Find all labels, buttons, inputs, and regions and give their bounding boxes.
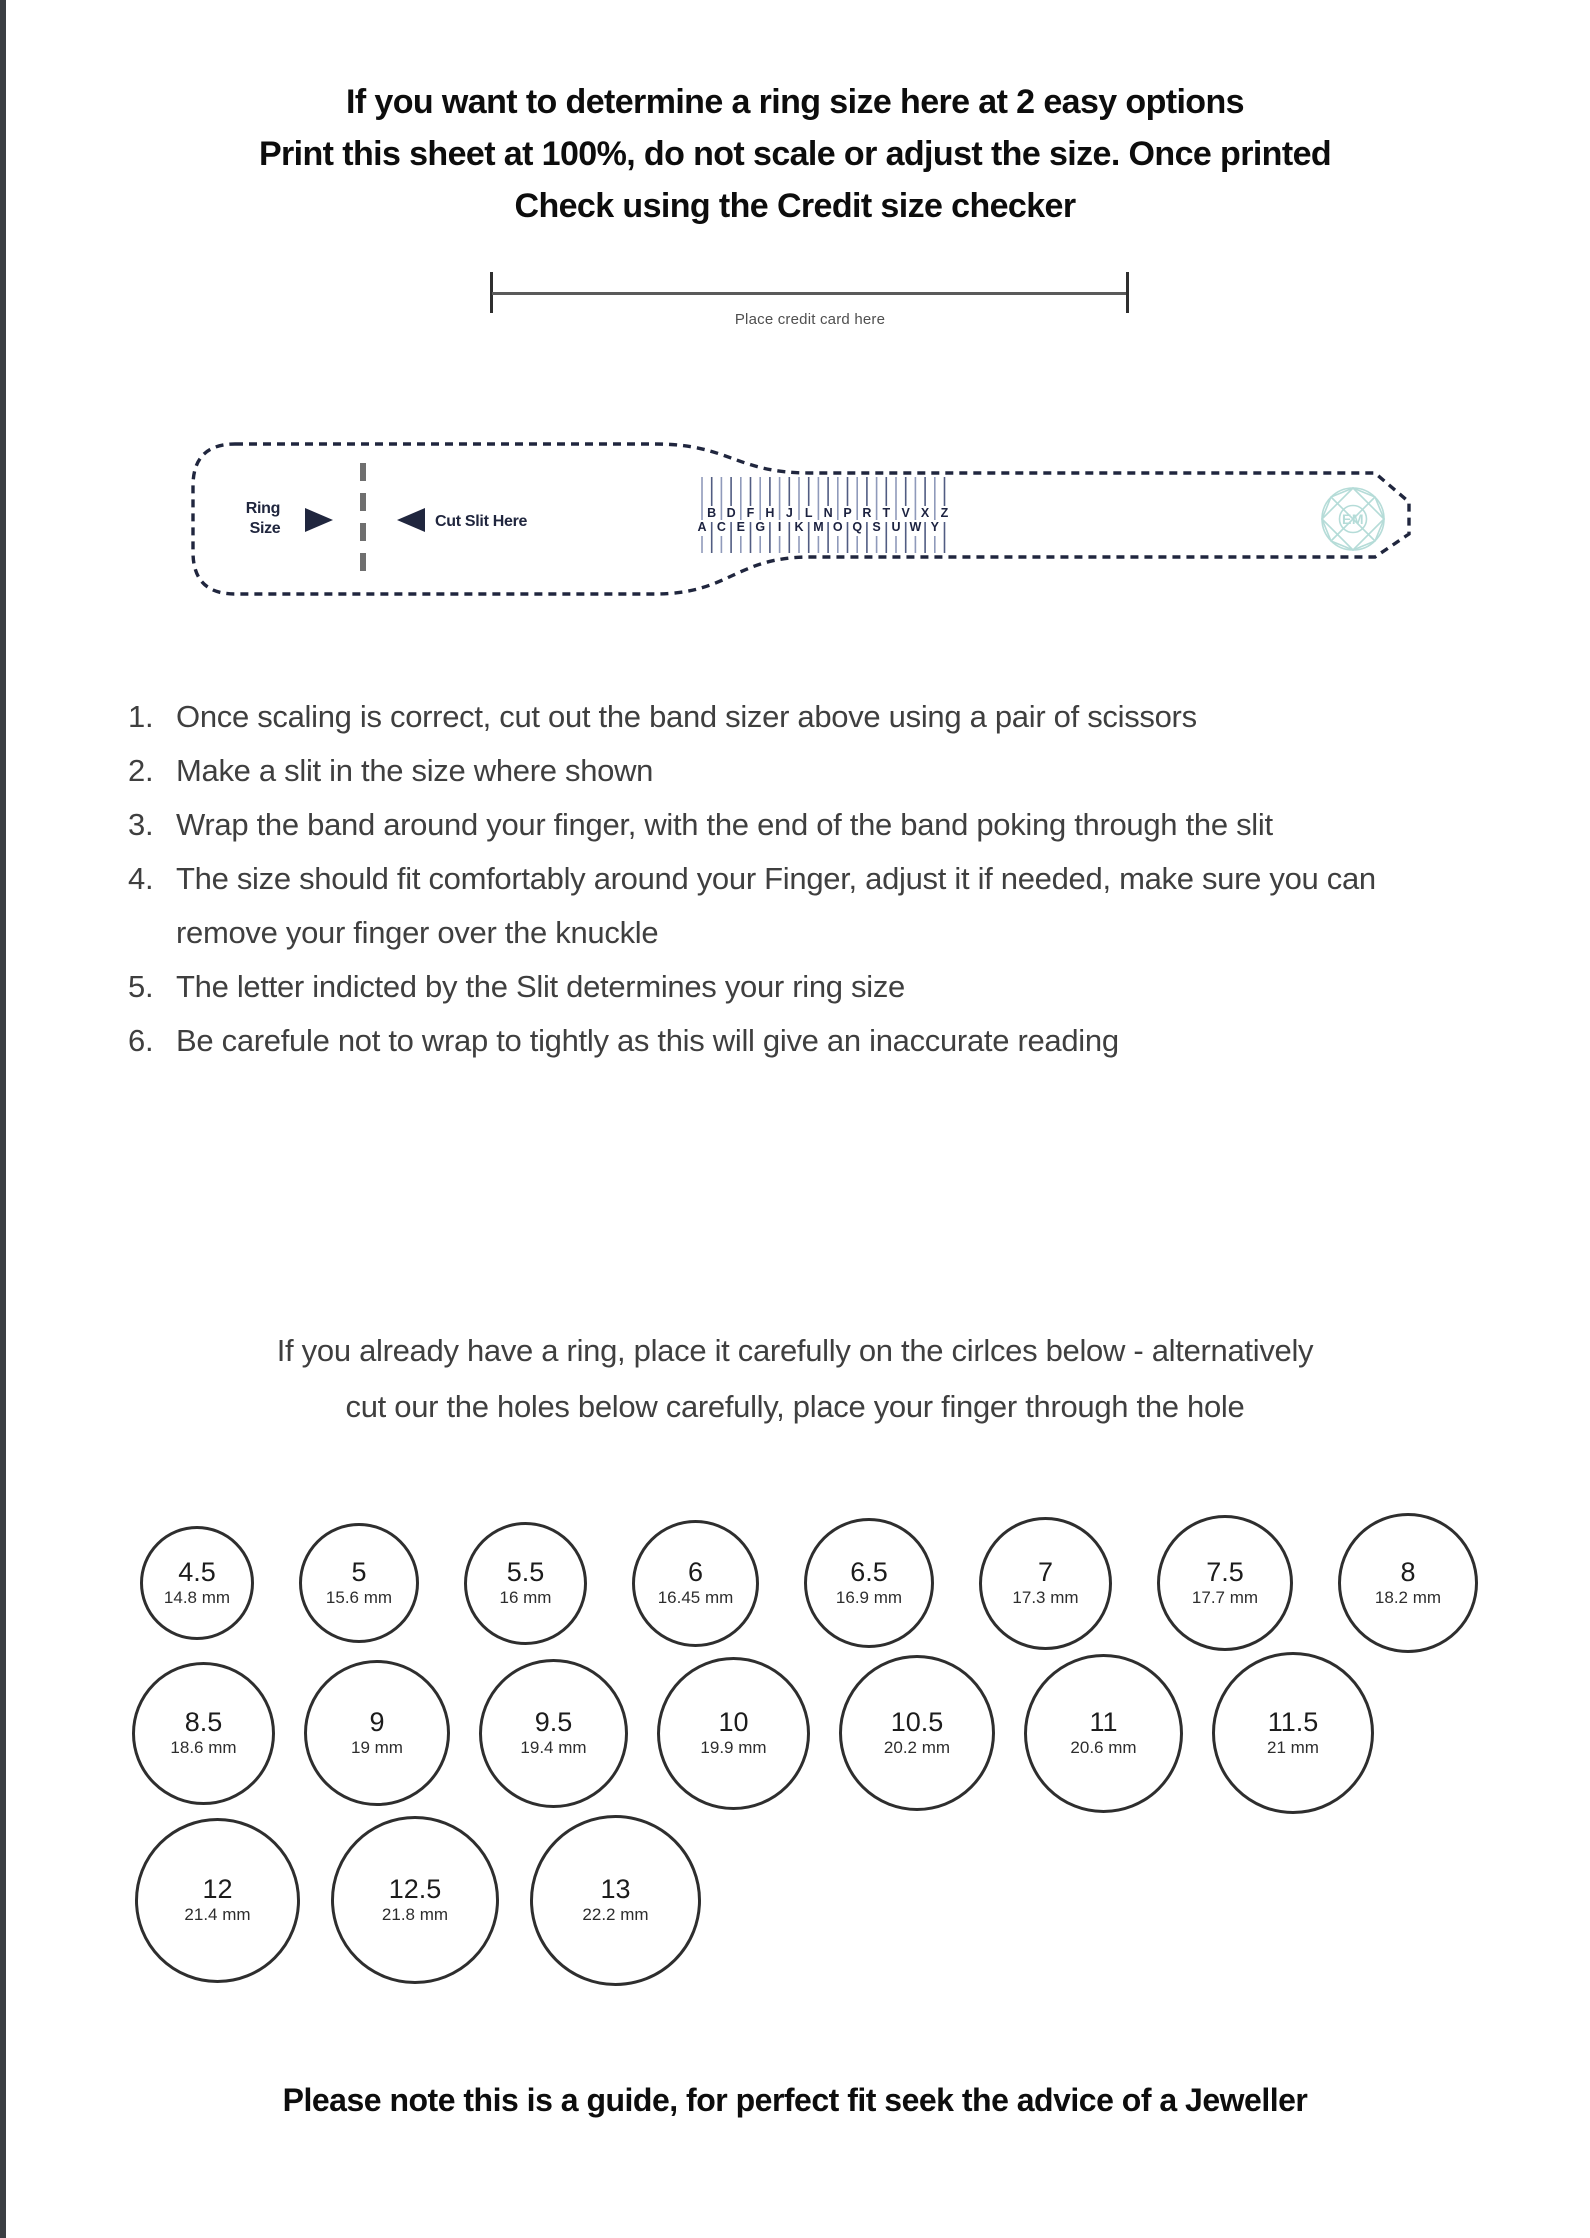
- circle-mm-label: 19.9 mm: [700, 1738, 767, 1757]
- instruction-item: 2. Make a slit in the size where shown: [128, 744, 1446, 798]
- scale-letter: R: [862, 506, 872, 520]
- circle-size-label: 6: [687, 1557, 704, 1587]
- ring-note-line: cut our the holes below carefully, place your finger through the hole: [345, 1389, 1245, 1424]
- circle-size-label: 6.5: [850, 1557, 888, 1587]
- ring-circle-6.5: [804, 1518, 934, 1648]
- scale-letter: H: [765, 506, 775, 520]
- ruler-right-tick: [1126, 272, 1129, 313]
- circle-size-label: 11.5: [1267, 1707, 1319, 1737]
- ring-circle-5: [299, 1523, 419, 1643]
- instruction-item: 3. Wrap the band around your finger, with the end of the band poking through the slit: [128, 798, 1446, 852]
- ring-circle-7: [979, 1517, 1112, 1650]
- scale-letter: Q: [852, 520, 863, 534]
- circle-mm-label: 19.4 mm: [520, 1738, 587, 1757]
- page-title-line: If you want to determine a ring size here at 2 easy options: [346, 83, 1244, 121]
- instruction-number: 6.: [128, 1023, 154, 1058]
- circle-mm-label: 18.6 mm: [170, 1738, 237, 1757]
- ring-circle-6: [632, 1520, 759, 1647]
- scale-letter: Y: [930, 520, 939, 534]
- circle-mm-label: 14.8 mm: [163, 1588, 231, 1607]
- scale-letter: A: [697, 520, 707, 534]
- scale-letter: E: [736, 520, 745, 534]
- ruler-label: Place credit card here: [734, 311, 886, 328]
- instruction-number: 1.: [128, 699, 154, 734]
- scale-letter: I: [777, 520, 782, 534]
- ring-circle-4.5: [140, 1526, 254, 1640]
- circle-mm-label: 21.4 mm: [184, 1905, 251, 1924]
- arrow-right-icon: [305, 508, 333, 532]
- circle-size-label: 10.5: [890, 1707, 944, 1737]
- circle-row-3: [0, 1812, 1590, 1988]
- ring-circle-5.5: [464, 1522, 587, 1645]
- instruction-number: 2.: [128, 753, 154, 788]
- circle-mm-label: 21.8 mm: [381, 1905, 449, 1924]
- scale-letter: S: [872, 520, 881, 534]
- ring-circle-10.5: [839, 1655, 995, 1811]
- ring-circle-11.5: [1212, 1652, 1374, 1814]
- circle-mm-label: 16.9 mm: [835, 1588, 903, 1607]
- scale-letter: F: [746, 506, 755, 520]
- scale-letter: O: [832, 520, 843, 534]
- circle-size-label: 5: [351, 1557, 367, 1587]
- em-gem-logo: [1322, 488, 1384, 550]
- page-title-line: Check using the Credit size checker: [514, 187, 1076, 225]
- scale-letter: V: [901, 506, 910, 520]
- scale-letter: X: [920, 506, 930, 520]
- circle-mm-label: 16.45 mm: [657, 1588, 734, 1607]
- scale-letter: J: [785, 506, 793, 520]
- ring-circle-8: [1338, 1513, 1478, 1653]
- circle-size-label: 10: [718, 1707, 749, 1737]
- circle-mm-label: 20.6 mm: [1070, 1738, 1137, 1757]
- ring-circle-7.5: [1157, 1515, 1293, 1651]
- circle-size-label: 5.5: [506, 1557, 545, 1587]
- scale-letter: M: [813, 520, 824, 534]
- instruction-number: 3.: [128, 807, 154, 842]
- ring-circle-8.5: [132, 1662, 275, 1805]
- arrow-left-icon: [397, 508, 425, 532]
- em-logo-text: EM: [1342, 511, 1364, 527]
- ring-circle-12.5: [331, 1816, 499, 1984]
- circle-mm-label: 15.6 mm: [325, 1588, 393, 1607]
- instruction-number: 4.: [128, 861, 154, 896]
- band-outline: [193, 444, 1409, 594]
- circle-row-2: [0, 1650, 1590, 1816]
- scale-letter: Z: [940, 506, 949, 520]
- circle-size-label: 7: [1037, 1557, 1054, 1587]
- ring-note-line: If you already have a ring, place it carefully on the cirlces below - alternatively: [276, 1333, 1314, 1368]
- scale-letter: D: [726, 506, 736, 520]
- circle-mm-label: 20.2 mm: [883, 1738, 951, 1757]
- cut-slit-label: Cut Slit Here: [435, 513, 528, 530]
- circle-mm-label: 17.3 mm: [1012, 1588, 1079, 1607]
- scale-letter: C: [716, 520, 726, 534]
- scale-letter: L: [804, 506, 813, 520]
- instruction-item: 5. The letter indicted by the Slit determines your ring size: [128, 960, 1446, 1014]
- instruction-item: 1. Once scaling is correct, cut out the band sizer above using a pair of scissors: [128, 690, 1446, 744]
- scale-letter: W: [909, 520, 922, 534]
- circle-size-label: 9.5: [534, 1707, 573, 1737]
- ring-size-label: Ring Size: [245, 500, 281, 537]
- scale-letter: B: [707, 506, 717, 520]
- ring-circle-9.5: [479, 1659, 628, 1808]
- ring-circle-11: [1024, 1654, 1183, 1813]
- scale-letter: P: [843, 506, 852, 520]
- instructions-list: [128, 690, 1446, 1068]
- circle-mm-label: 22.2 mm: [582, 1905, 649, 1924]
- circle-mm-label: 17.7 mm: [1191, 1588, 1259, 1607]
- circle-size-label: 7.5: [1206, 1557, 1244, 1587]
- circle-size-label: 12: [202, 1874, 233, 1904]
- ring-circle-13: [530, 1815, 701, 1986]
- scale-letter: T: [882, 506, 891, 520]
- ring-circle-9: [304, 1660, 450, 1806]
- circle-mm-label: 16 mm: [499, 1588, 552, 1607]
- page-title-line: Print this sheet at 100%, do not scale or adjust the size. Once printed: [258, 135, 1332, 173]
- scale-letter: N: [823, 506, 833, 520]
- ring-circle-10: [657, 1657, 810, 1810]
- circle-size-label: 8.5: [184, 1707, 223, 1737]
- ring-circle-12: [135, 1818, 300, 1983]
- circle-size-label: 11: [1089, 1707, 1118, 1737]
- circle-size-label: 12.5: [388, 1874, 442, 1904]
- instruction-number: 5.: [128, 969, 154, 1004]
- instruction-item: 6. Be carefule not to wrap to tightly as this will give an inaccurate reading: [128, 1014, 1446, 1068]
- circle-size-label: 13: [600, 1874, 631, 1904]
- circle-mm-label: 19 mm: [351, 1738, 403, 1757]
- ring-placement-note: [0, 1323, 1590, 1435]
- circle-mm-label: 18.2 mm: [1374, 1588, 1442, 1607]
- band-sizer: [185, 436, 1425, 606]
- scale-letter: U: [891, 520, 901, 534]
- circle-size-label: 9: [369, 1707, 385, 1737]
- scale-letter: K: [794, 520, 804, 534]
- ruler-line: [492, 292, 1128, 295]
- footer-note: Please note this is a guide, for perfect fit seek the advice of a Jeweller: [282, 2082, 1308, 2118]
- circle-size-label: 8: [1400, 1557, 1416, 1587]
- circle-row-1: [0, 1508, 1590, 1658]
- instruction-item: 4. The size should fit comfortably around your Finger, adjust it if needed, make sure you can remove your finger over the knuckle: [128, 852, 1446, 960]
- circle-size-label: 4.5: [178, 1557, 216, 1587]
- page-title: [0, 76, 1590, 232]
- circle-mm-label: 21 mm: [1267, 1738, 1319, 1757]
- letter-scale: [697, 477, 948, 553]
- scale-letter: G: [755, 520, 766, 534]
